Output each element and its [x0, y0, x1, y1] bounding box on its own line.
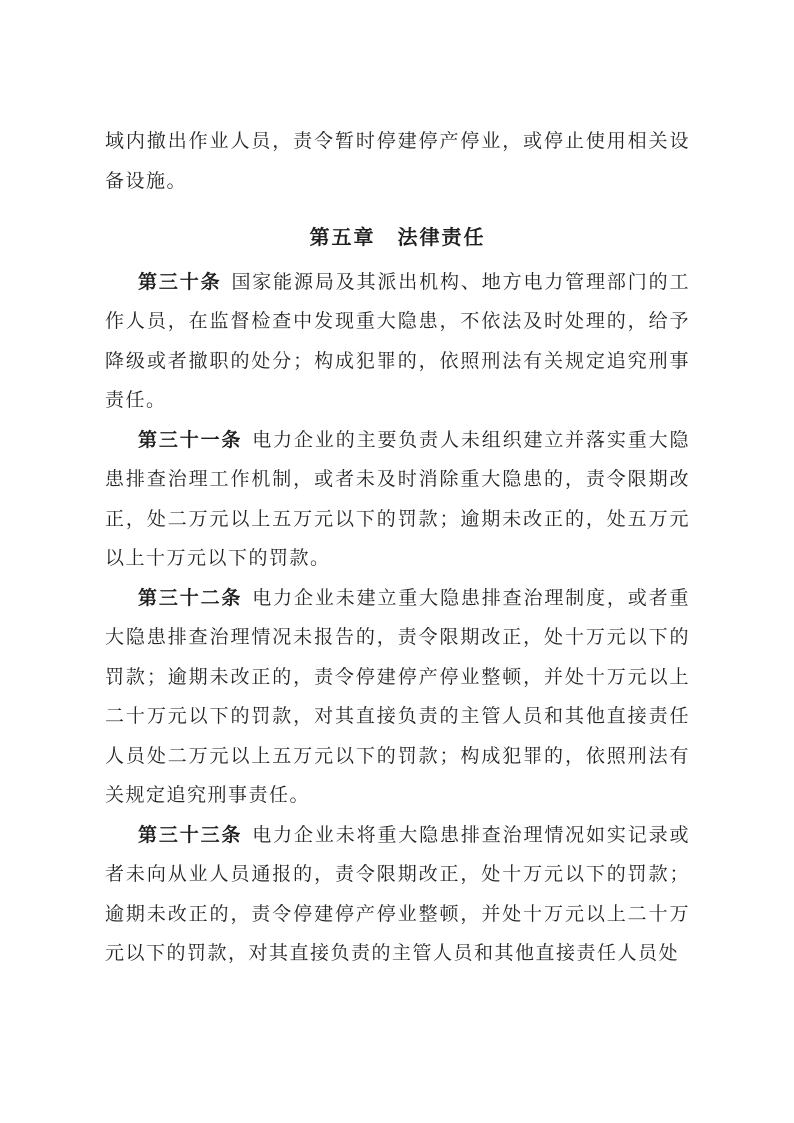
chapter-heading: 第五章 法律责任	[309, 227, 486, 249]
article-31	[105, 421, 690, 579]
continuation-text: 域内撤出作业人员，责令暂时停建停产停业，或停止使用相关设备设施。	[105, 131, 690, 192]
article-32-number: 第三十二条	[138, 587, 243, 609]
article-31-number: 第三十一条	[138, 429, 243, 451]
article-32-text: 电力企业未建立重大隐患排查治理制度，或者重大隐患排查治理情况未报告的，责令限期改正，处十万元以下的罚款；逾期未改正的，责令停建停产停业整顿，并处十万元以上二十万元以下的罚款，对其直接负责的主管人员和其他直接责任人员处二万元以上五万元以下的罚款；构成犯罪的，依照刑法有关规定追究刑事责任。	[105, 587, 690, 806]
article-31-text: 电力企业的主要负责人未组织建立并落实重大隐患排查治理工作机制，或者未及时消除重大隐患的，责令限期改正，处二万元以上五万元以下的罚款；逾期未改正的，处五万元以上十万元以下的罚款。	[105, 429, 690, 569]
article-30-number: 第三十条	[138, 271, 222, 293]
article-30-text: 国家能源局及其派出机构、地方电力管理部门的工作人员，在监督检查中发现重大隐患，不依法及时处理的，给予降级或者撤职的处分；构成犯罪的，依照刑法有关规定追究刑事责任。	[105, 271, 690, 411]
article-32	[105, 579, 690, 816]
article-33-text: 电力企业未将重大隐患排查治理情况如实记录或者未向从业人员通报的，责令限期改正，处十万元以下的罚款；逾期未改正的，责令停建停产停业整顿，并处十万元以上二十万元以下的罚款，对其直接负责的主管人员和其他直接责任人员处	[105, 824, 690, 964]
article-33-number: 第三十三条	[138, 824, 243, 846]
article-33	[105, 816, 690, 974]
article-30	[105, 263, 690, 421]
continuation-paragraph	[105, 122, 690, 201]
